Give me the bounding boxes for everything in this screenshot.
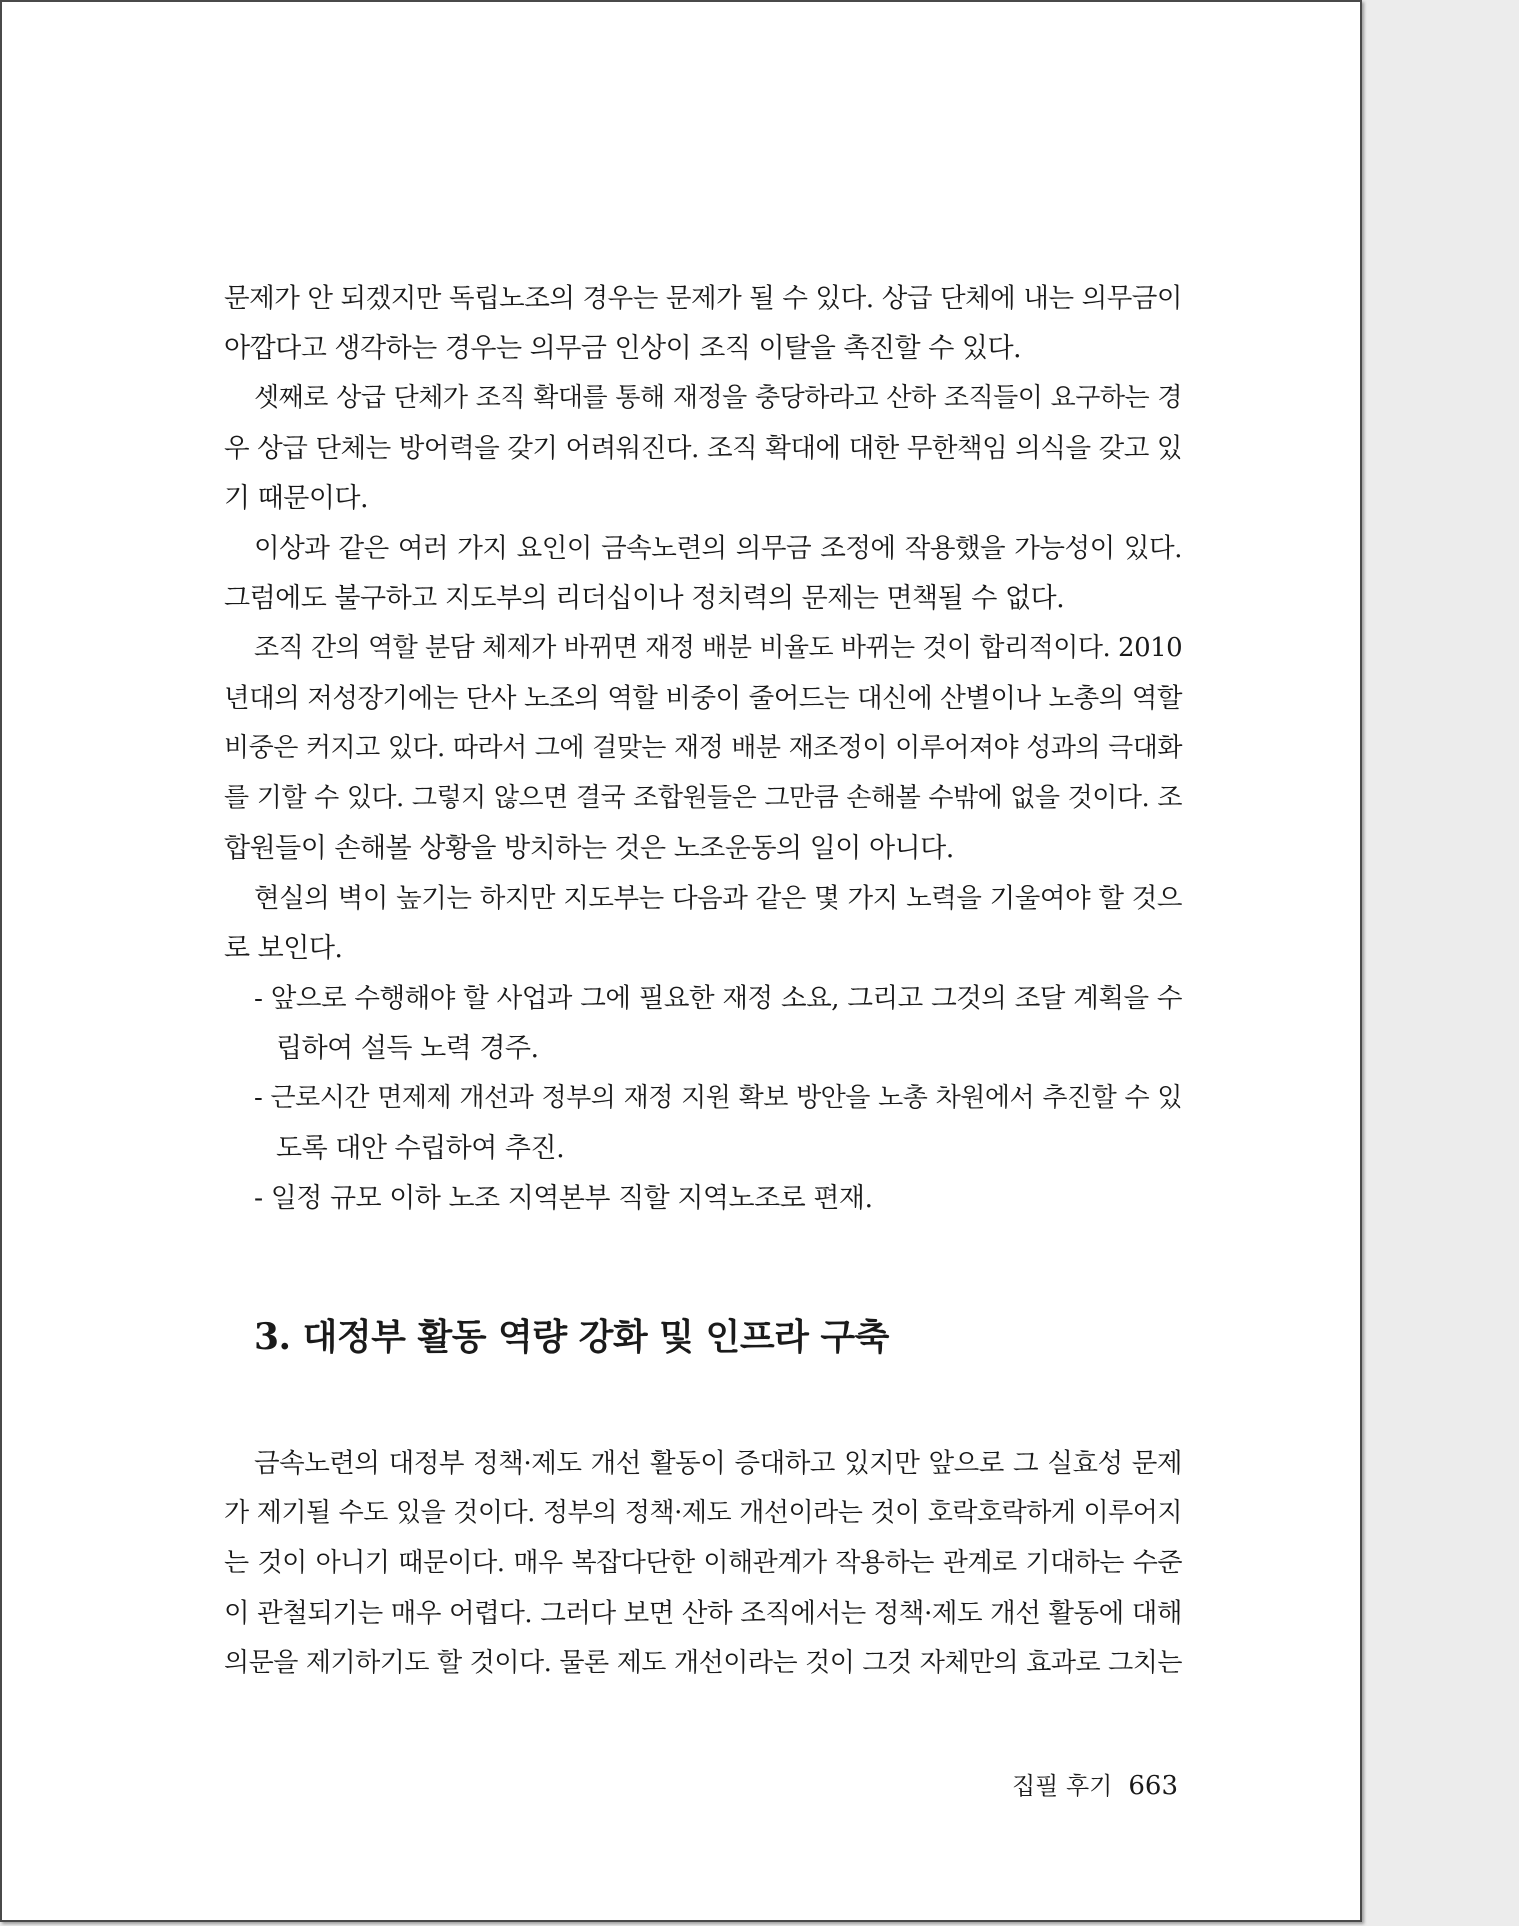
text-line: 가 제기될 수도 있을 것이다. 정부의 정책·제도 개선이라는 것이 호락호락하게 이루어지 xyxy=(224,1498,1182,1528)
text-line: 기 때문이다. xyxy=(224,483,369,514)
text-line: 를 기할 수 있다. 그렇지 않으면 결국 조합원들은 그만큼 손해볼 수밖에 없을 것이다. 조 xyxy=(224,783,1182,813)
text-line: 합원들이 손해볼 상황을 방치하는 것은 노조운동의 일이 아니다. xyxy=(224,833,954,864)
text-line: 이 관철되기는 매우 어렵다. 그러다 보면 산하 조직에서는 정책·제도 개선 활동에 대해 xyxy=(224,1597,1182,1629)
text-line: 비중은 커지고 있다. 따라서 그에 걸맞는 재정 배분 재조정이 이루어져야 성과의 극대화 xyxy=(224,733,1182,763)
bullet-item: - 일정 규모 이하 노조 지역본부 직할 지역노조로 편재. xyxy=(254,1183,873,1214)
text-line: 는 것이 아니기 때문이다. 매우 복잡다단한 이해관계가 작용하는 관계로 기대하는 수준 xyxy=(224,1548,1182,1578)
section-heading: 3. 대정부 활동 역량 강화 및 인프라 구축 xyxy=(254,1316,889,1358)
bullet-item: - 앞으로 수행해야 할 사업과 그에 필요한 재정 소요, 그리고 그것의 조달 계획을 수 xyxy=(254,982,1182,1014)
bullet-item-continuation: 도록 대안 수립하여 추진. xyxy=(276,1133,565,1164)
bullet-item: - 근로시간 면제제 개선과 정부의 재정 지원 확보 방안을 노총 차원에서 추진할 수 있 xyxy=(254,1083,1182,1113)
text-line: 아깝다고 생각하는 경우는 의무금 인상이 조직 이탈을 촉진할 수 있다. xyxy=(224,333,1022,364)
bullet-item-continuation: 립하여 설득 노력 경주. xyxy=(276,1033,539,1064)
text-line: 우 상급 단체는 방어력을 갖기 어려워진다. 조직 확대에 대한 무한책임 의식을 갖고 있 xyxy=(224,432,1182,464)
text-line: 로 보인다. xyxy=(224,933,343,964)
text-line: 년대의 저성장기에는 단사 노조의 역할 비중이 줄어드는 대신에 산별이나 노총의 역할 xyxy=(224,682,1182,714)
text-line: 문제가 안 되겠지만 독립노조의 경우는 문제가 될 수 있다. 상급 단체에 내는 의무금이 xyxy=(224,282,1182,314)
page-number: 663 xyxy=(1128,1771,1178,1801)
text-line: 이상과 같은 여러 가지 요인이 금속노련의 의무금 조정에 작용했을 가능성이 있다. xyxy=(254,532,1182,564)
text-line: 금속노련의 대정부 정책·제도 개선 활동이 증대하고 있지만 앞으로 그 실효성 문제 xyxy=(254,1447,1182,1479)
text-line: 그럼에도 불구하고 지도부의 리더십이나 정치력의 문제는 면책될 수 없다. xyxy=(224,583,1065,614)
text-line: 의문을 제기하기도 할 것이다. 물론 제도 개선이라는 것이 그것 자체만의 효과로 그치는 xyxy=(224,1648,1182,1678)
text-line: 셋째로 상급 단체가 조직 확대를 통해 재정을 충당하라고 산하 조직들이 요구하는 경 xyxy=(254,383,1182,413)
text-line: 조직 간의 역할 분담 체제가 바뀌면 재정 배분 비율도 바뀌는 것이 합리적이다. 2010 xyxy=(254,633,1183,663)
body-text-block xyxy=(224,1412,1182,1678)
running-footer-title: 집필 후기 xyxy=(1011,1772,1113,1800)
page-footer xyxy=(1012,1768,1178,1804)
body-text-block xyxy=(224,247,1182,1217)
text-line: 현실의 벽이 높기는 하지만 지도부는 다음과 같은 몇 가지 노력을 기울여야 할 것으 xyxy=(254,882,1182,914)
